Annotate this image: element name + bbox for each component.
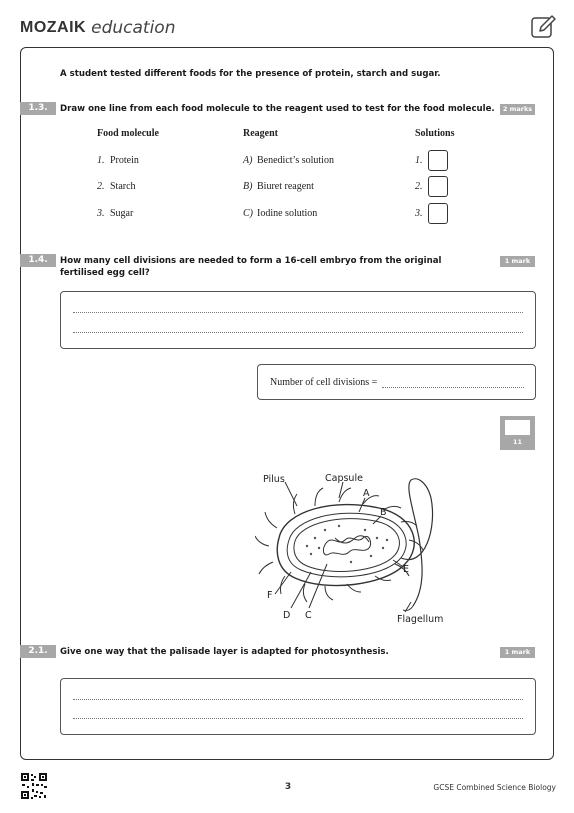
page-number: 3 xyxy=(284,782,292,792)
question-2-1-text: Give one way that the palisade layer is adapted for photosynthesis. xyxy=(60,647,389,657)
label-a: A xyxy=(363,488,370,499)
edit-icon[interactable] xyxy=(530,14,556,40)
label-b: B xyxy=(380,507,387,518)
brand-name: MOZAIK xyxy=(20,19,87,36)
answer-box-2-1[interactable] xyxy=(60,678,536,735)
solution-box[interactable] xyxy=(428,150,448,171)
solution-number: 1. xyxy=(415,155,423,166)
food-item: Starch xyxy=(110,181,136,192)
intro-text: A student tested different foods for the presence of protein, starch and sugar. xyxy=(60,69,441,79)
answer-line xyxy=(73,699,523,700)
reagent-letter: B) xyxy=(243,181,253,192)
marks-badge-1-3: 2 marks xyxy=(500,104,535,115)
label-pilus: Pilus xyxy=(263,474,285,485)
reagent-letter: C) xyxy=(243,208,253,219)
subject-title: GCSE Combined Science Biology xyxy=(433,783,556,792)
cell-divisions-answer-box[interactable] xyxy=(257,364,536,400)
answer-line xyxy=(73,718,523,719)
solution-number: 3. xyxy=(415,208,423,219)
solution-box[interactable] xyxy=(428,176,448,197)
column-header-food: Food molecule xyxy=(97,128,159,139)
question-number-2-1: 2.1. xyxy=(20,645,56,658)
answer-line xyxy=(73,312,523,313)
answer-line xyxy=(382,387,524,388)
qr-code xyxy=(20,772,48,800)
food-item: Protein xyxy=(110,155,139,166)
answer-line xyxy=(73,332,523,333)
question-number-1-4: 1.4. xyxy=(20,254,56,267)
food-number: 3. xyxy=(97,208,105,219)
bacterium-illustration xyxy=(255,468,455,628)
reagent-item: Iodine solution xyxy=(257,208,318,219)
question-number-1-3: 1.3. xyxy=(20,102,56,115)
label-capsule: Capsule xyxy=(325,473,363,484)
label-flagellum: Flagellum xyxy=(397,614,444,625)
score-value: 11 xyxy=(512,438,523,446)
label-d: D xyxy=(283,610,291,621)
score-input[interactable] xyxy=(505,420,530,435)
solution-number: 2. xyxy=(415,181,423,192)
reagent-item: Benedict’s solution xyxy=(257,155,334,166)
brand-logo xyxy=(20,16,175,40)
cell-divisions-label: Number of cell divisions = xyxy=(270,377,378,388)
food-number: 2. xyxy=(97,181,105,192)
bacterium-diagram xyxy=(255,468,455,628)
brand-subtitle: education xyxy=(91,18,176,38)
question-1-4-line2: fertilised egg cell? xyxy=(60,268,150,278)
marks-badge-1-4: 1 mark xyxy=(500,256,535,267)
reagent-item: Biuret reagent xyxy=(257,181,314,192)
solution-box[interactable] xyxy=(428,203,448,224)
question-1-4-line1: How many cell divisions are needed to form a 16-cell embryo from the original xyxy=(60,256,442,266)
label-c: C xyxy=(305,610,312,621)
food-item: Sugar xyxy=(110,208,134,219)
column-header-solutions: Solutions xyxy=(415,128,455,139)
reagent-letter: A) xyxy=(243,155,253,166)
column-header-reagent: Reagent xyxy=(243,128,278,139)
answer-box-1-4[interactable] xyxy=(60,291,536,349)
score-badge xyxy=(500,416,535,450)
label-e: E xyxy=(403,564,410,575)
label-f: F xyxy=(267,590,273,601)
question-1-3-text: Draw one line from each food molecule to the reagent used to test for the food molecule. xyxy=(60,104,495,114)
marks-badge-2-1: 1 mark xyxy=(500,647,535,658)
food-number: 1. xyxy=(97,155,105,166)
